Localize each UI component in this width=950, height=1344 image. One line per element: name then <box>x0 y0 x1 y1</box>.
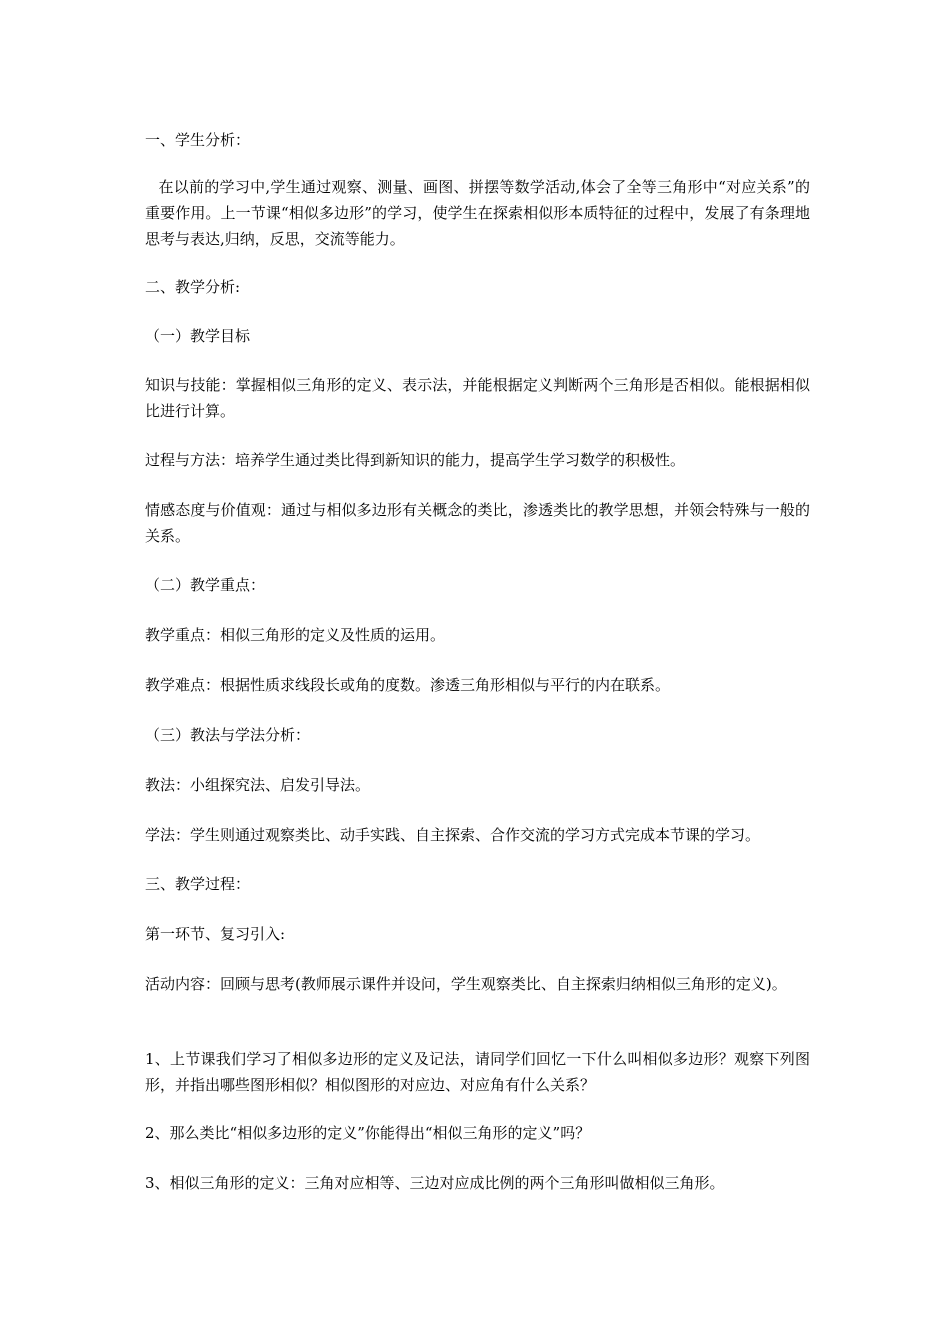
heading-student-analysis: 一、学生分析： <box>145 131 251 149</box>
paragraph-teaching-method: 教法：小组探究法、启发引导法。 <box>145 776 371 794</box>
subheading-teaching-key-points: （二）教学重点： <box>145 576 266 594</box>
paragraph-learning-method: 学法：学生则通过观察类比、动手实践、自主探索、合作交流的学习方式完成本节课的学习。 <box>145 826 761 844</box>
list-item-question-1: 1、上节课我们学习了相似多边形的定义及记法，请同学们回忆一下什么叫相似多边形？观察下列图形，并指出哪些图形相似？相似图形的对应边、对应角有什么关系？ <box>145 1050 810 1094</box>
subheading-first-stage: 第一环节、复习引入: <box>145 925 286 943</box>
subheading-teaching-goals: （一）教学目标 <box>145 327 251 345</box>
paragraph-activity-content: 活动内容：回顾与思考(教师展示课件并设问，学生观察类比、自主探索归纳相似三角形的定义)。 <box>145 975 787 993</box>
subheading-methods-analysis: （三）教法与学法分析： <box>145 726 311 744</box>
paragraph-emotion-values: 情感态度与价值观：通过与相似多边形有关概念的类比，渗透类比的教学思想，并领会特殊与一般的关系。 <box>145 501 810 545</box>
paragraph-student-analysis: 在以前的学习中,学生通过观察、测量、画图、拼摆等数学活动,体会了全等三角形中“对应关系”的重要作用。上一节课“相似多边形”的学习，使学生在探索相似形本质特征的过程中，发展了有条理地思考与表达,归纳，反思，交流等能力。 <box>145 178 810 248</box>
heading-teaching-analysis: 二、教学分析: <box>145 278 241 296</box>
paragraph-key-point: 教学重点：相似三角形的定义及性质的运用。 <box>145 626 446 644</box>
paragraph-knowledge-skills: 知识与技能：掌握相似三角形的定义、表示法，并能根据定义判断两个三角形是否相似。能根据相似比进行计算。 <box>145 376 810 420</box>
list-item-question-2: 2、那么类比“相似多边形的定义”你能得出“相似三角形的定义”吗？ <box>145 1124 591 1142</box>
paragraph-difficult-point: 教学难点：根据性质求线段长或角的度数。渗透三角形相似与平行的内在联系。 <box>145 676 671 694</box>
heading-teaching-process: 三、教学过程： <box>145 875 251 893</box>
paragraph-process-method: 过程与方法：培养学生通过类比得到新知识的能力，提高学生学习数学的积极性。 <box>145 451 686 469</box>
list-item-definition-3: 3、相似三角形的定义：三角对应相等、三边对应成比例的两个三角形叫做相似三角形。 <box>145 1174 725 1192</box>
